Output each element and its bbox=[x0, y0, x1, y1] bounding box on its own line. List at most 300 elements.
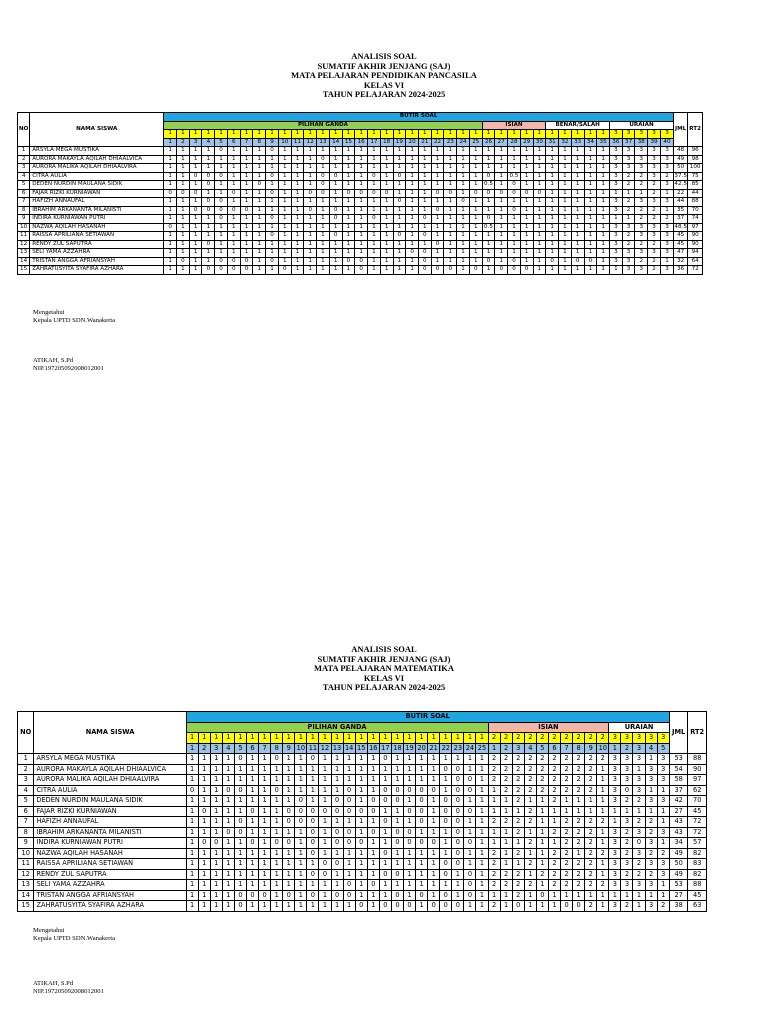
score-cell: 3 bbox=[609, 249, 622, 258]
score-cell: 1 bbox=[444, 249, 457, 258]
score-cell: 1 bbox=[198, 785, 210, 796]
score-cell: 1 bbox=[368, 266, 381, 275]
score-cell: 1 bbox=[379, 775, 391, 786]
score-cell: 1 bbox=[428, 827, 440, 838]
score-cell: 1 bbox=[476, 806, 488, 817]
score-cell: 1 bbox=[186, 859, 198, 870]
score-cell: 1 bbox=[546, 232, 559, 241]
jml-cell: 27 bbox=[669, 890, 688, 901]
rt2-cell: 75 bbox=[688, 172, 703, 181]
score-cell: 1 bbox=[597, 785, 609, 796]
score-cell: 2 bbox=[585, 880, 597, 891]
score-cell: 3 bbox=[633, 880, 645, 891]
jml-cell: 32 bbox=[674, 257, 688, 266]
question-number-cell: 14 bbox=[329, 138, 342, 147]
score-cell: 3 bbox=[660, 181, 673, 190]
score-cell: 2 bbox=[488, 764, 500, 775]
score-cell: 1 bbox=[253, 198, 266, 207]
score-cell: 1 bbox=[317, 257, 330, 266]
score-cell: 1 bbox=[246, 848, 258, 859]
score-cell: 1 bbox=[355, 206, 368, 215]
score-cell: 1 bbox=[657, 890, 669, 901]
score-cell: 1 bbox=[307, 796, 319, 807]
weight-cell: 1 bbox=[240, 130, 253, 139]
score-cell: 1 bbox=[416, 848, 428, 859]
question-number-cell: 1 bbox=[164, 138, 177, 147]
score-cell: 0 bbox=[444, 189, 457, 198]
score-cell: 1 bbox=[428, 890, 440, 901]
score-cell: 1 bbox=[164, 172, 177, 181]
score-cell: 1 bbox=[418, 172, 431, 181]
score-cell: 0 bbox=[416, 890, 428, 901]
score-cell: 3 bbox=[609, 827, 621, 838]
score-cell: 1 bbox=[403, 859, 415, 870]
section-header: PILIHAN GANDA bbox=[164, 121, 482, 130]
score-cell: 1 bbox=[186, 869, 198, 880]
question-number-cell: 25 bbox=[469, 138, 482, 147]
score-cell: 1 bbox=[418, 198, 431, 207]
score-cell: 1 bbox=[559, 189, 572, 198]
question-number-cell: 27 bbox=[495, 138, 508, 147]
score-cell: 1 bbox=[331, 848, 343, 859]
score-cell: 3 bbox=[609, 147, 622, 156]
score-cell: 1 bbox=[559, 215, 572, 224]
score-cell: 2 bbox=[585, 859, 597, 870]
score-cell: 1 bbox=[621, 890, 633, 901]
score-cell: 1 bbox=[355, 754, 367, 765]
score-cell: 1 bbox=[585, 796, 597, 807]
score-cell: 0 bbox=[571, 257, 584, 266]
score-cell: 2 bbox=[548, 859, 560, 870]
score-cell: 1 bbox=[198, 775, 210, 786]
score-cell: 1 bbox=[368, 181, 381, 190]
score-cell: 1 bbox=[457, 223, 470, 232]
score-cell: 1 bbox=[431, 232, 444, 241]
score-cell: 1 bbox=[342, 240, 355, 249]
page1-footer-ack bbox=[33, 309, 115, 325]
score-cell: 1 bbox=[266, 155, 279, 164]
score-cell: 1 bbox=[189, 198, 202, 207]
score-cell: 1 bbox=[278, 257, 291, 266]
score-cell: 1 bbox=[597, 890, 609, 901]
score-cell: 1 bbox=[559, 249, 572, 258]
weight-cell: 1 bbox=[198, 733, 210, 744]
score-cell: 0 bbox=[431, 240, 444, 249]
score-cell: 2 bbox=[500, 869, 512, 880]
score-cell: 1 bbox=[536, 838, 548, 849]
score-cell: 2 bbox=[512, 848, 524, 859]
score-cell: 1 bbox=[329, 189, 342, 198]
score-cell: 1 bbox=[189, 249, 202, 258]
score-cell: 1 bbox=[355, 155, 368, 164]
row-number: 7 bbox=[18, 817, 34, 828]
rt2-cell: 88 bbox=[688, 880, 707, 891]
score-cell: 1 bbox=[548, 890, 560, 901]
score-cell: 1 bbox=[210, 796, 222, 807]
student-name: AURORA MALIKA AQILAH DHIAALVIRA bbox=[30, 164, 164, 173]
score-cell: 1 bbox=[259, 785, 271, 796]
score-cell: 1 bbox=[584, 164, 597, 173]
student-name: FAJAR RIZKI KURNIAWAN bbox=[34, 806, 186, 817]
score-cell: 3 bbox=[657, 869, 669, 880]
weight-cell: 1 bbox=[304, 130, 317, 139]
question-number-cell: 5 bbox=[215, 138, 228, 147]
score-cell: 1 bbox=[457, 155, 470, 164]
row-number: 10 bbox=[18, 223, 30, 232]
score-cell: 1 bbox=[457, 206, 470, 215]
score-cell: 1 bbox=[440, 838, 452, 849]
score-cell: 0 bbox=[391, 869, 403, 880]
score-cell: 1 bbox=[331, 817, 343, 828]
score-cell: 1 bbox=[304, 240, 317, 249]
score-cell: 2 bbox=[585, 838, 597, 849]
score-cell: 3 bbox=[645, 764, 657, 775]
score-cell: 1 bbox=[240, 223, 253, 232]
student-name: AURORA MALIKA AQILAH DHIAALVIRA bbox=[34, 775, 186, 786]
score-cell: 2 bbox=[621, 901, 633, 912]
score-cell: 1 bbox=[259, 880, 271, 891]
score-cell: 3 bbox=[609, 223, 622, 232]
score-cell: 0 bbox=[234, 827, 246, 838]
score-cell: 1 bbox=[342, 164, 355, 173]
page1-title-line: TAHUN PELAJARAN 2024-2025 bbox=[322, 89, 446, 99]
weight-cell: 2 bbox=[573, 733, 585, 744]
score-cell: 0 bbox=[482, 257, 495, 266]
score-cell: 1 bbox=[597, 223, 610, 232]
question-number-cell: 33 bbox=[571, 138, 584, 147]
score-cell: 2 bbox=[633, 869, 645, 880]
weight-cell: 1 bbox=[355, 130, 368, 139]
score-cell: 0 bbox=[520, 189, 533, 198]
score-cell: 1 bbox=[457, 232, 470, 241]
score-cell: 1 bbox=[584, 155, 597, 164]
row-number: 5 bbox=[18, 181, 30, 190]
score-cell: 1 bbox=[393, 181, 406, 190]
score-cell: 1 bbox=[660, 257, 673, 266]
score-cell: 1 bbox=[524, 890, 536, 901]
score-cell: 1 bbox=[177, 172, 190, 181]
score-cell: 1 bbox=[533, 215, 546, 224]
score-cell: 1 bbox=[317, 232, 330, 241]
page2-footer-ack bbox=[33, 927, 115, 943]
score-cell: 0 bbox=[431, 206, 444, 215]
score-cell: 1 bbox=[536, 880, 548, 891]
score-cell: 1 bbox=[585, 806, 597, 817]
score-cell: 1 bbox=[633, 901, 645, 912]
score-cell: 1 bbox=[317, 266, 330, 275]
score-cell: 1 bbox=[210, 869, 222, 880]
score-cell: 2 bbox=[573, 764, 585, 775]
jml-cell: 45 bbox=[674, 232, 688, 241]
score-cell: 1 bbox=[304, 147, 317, 156]
score-cell: 0 bbox=[379, 796, 391, 807]
score-cell: 0 bbox=[464, 890, 476, 901]
score-cell: 1 bbox=[319, 796, 331, 807]
score-cell: 1 bbox=[597, 155, 610, 164]
score-cell: 1 bbox=[291, 206, 304, 215]
score-cell: 1 bbox=[597, 796, 609, 807]
score-cell: 1 bbox=[416, 775, 428, 786]
score-cell: 1 bbox=[500, 796, 512, 807]
score-cell: 1 bbox=[222, 901, 234, 912]
score-cell: 1 bbox=[622, 215, 635, 224]
score-cell: 1 bbox=[597, 198, 610, 207]
question-number-cell: 6 bbox=[246, 743, 258, 754]
score-cell: 1 bbox=[246, 827, 258, 838]
score-cell: 1 bbox=[177, 181, 190, 190]
score-cell: 1 bbox=[464, 859, 476, 870]
score-cell: 0 bbox=[343, 806, 355, 817]
question-number-cell: 4 bbox=[222, 743, 234, 754]
question-number-cell: 10 bbox=[278, 138, 291, 147]
score-cell: 2 bbox=[585, 817, 597, 828]
score-cell: 1 bbox=[609, 806, 621, 817]
score-cell: 1 bbox=[406, 232, 419, 241]
score-cell: 1 bbox=[597, 206, 610, 215]
score-cell: 2 bbox=[500, 775, 512, 786]
score-cell: 1 bbox=[403, 817, 415, 828]
page1-footer-nama: ATIKAH, S.Pd bbox=[33, 357, 74, 364]
weight-cell: 1 bbox=[508, 130, 521, 139]
score-cell: 1 bbox=[367, 817, 379, 828]
score-cell: 0 bbox=[234, 817, 246, 828]
score-cell: 1 bbox=[431, 164, 444, 173]
score-cell: 1 bbox=[584, 189, 597, 198]
score-cell: 3 bbox=[635, 249, 648, 258]
student-name: RENDY ZUL SAPUTRA bbox=[34, 869, 186, 880]
score-cell: 1 bbox=[278, 164, 291, 173]
score-cell: 2 bbox=[548, 880, 560, 891]
score-cell: 3 bbox=[635, 266, 648, 275]
score-cell: 1 bbox=[393, 223, 406, 232]
row-number: 13 bbox=[18, 880, 34, 891]
score-cell: 1 bbox=[368, 249, 381, 258]
score-cell: 0 bbox=[482, 172, 495, 181]
score-cell: 0 bbox=[343, 838, 355, 849]
score-cell: 1 bbox=[500, 890, 512, 901]
score-cell: 1 bbox=[227, 164, 240, 173]
score-cell: 1 bbox=[444, 206, 457, 215]
score-cell: 2 bbox=[561, 775, 573, 786]
rt2-cell: 88 bbox=[688, 198, 703, 207]
score-cell: 1 bbox=[266, 164, 279, 173]
row-number: 3 bbox=[18, 775, 34, 786]
score-cell: 1 bbox=[391, 817, 403, 828]
question-number-cell: 11 bbox=[308, 743, 318, 752]
score-cell: 2 bbox=[573, 775, 585, 786]
score-cell: 3 bbox=[609, 257, 622, 266]
score-cell: 1 bbox=[431, 155, 444, 164]
score-cell: 1 bbox=[234, 848, 246, 859]
score-cell: 1 bbox=[488, 785, 500, 796]
score-cell: 1 bbox=[571, 223, 584, 232]
score-cell: 1 bbox=[329, 223, 342, 232]
score-cell: 3 bbox=[609, 869, 621, 880]
weight-cell: 1 bbox=[440, 733, 452, 744]
score-cell: 1 bbox=[342, 172, 355, 181]
score-cell: 1 bbox=[342, 232, 355, 241]
score-cell: 1 bbox=[177, 198, 190, 207]
score-cell: 3 bbox=[645, 859, 657, 870]
score-cell: 2 bbox=[488, 848, 500, 859]
score-cell: 1 bbox=[379, 890, 391, 901]
score-cell: 0 bbox=[234, 754, 246, 765]
question-number-cell: 22 bbox=[431, 138, 444, 147]
score-cell: 1 bbox=[585, 890, 597, 901]
score-cell: 1 bbox=[391, 806, 403, 817]
weight-cell: 1 bbox=[278, 130, 291, 139]
weight-cell: 1 bbox=[393, 130, 406, 139]
weight-cell: 1 bbox=[266, 130, 279, 139]
score-cell: 1 bbox=[317, 206, 330, 215]
score-cell: 2 bbox=[548, 869, 560, 880]
score-cell: 1 bbox=[227, 181, 240, 190]
score-cell: 0 bbox=[278, 266, 291, 275]
score-cell: 3 bbox=[621, 754, 633, 765]
score-cell: 1 bbox=[495, 181, 508, 190]
question-number-cell: 3 bbox=[210, 743, 222, 754]
score-cell: 0 bbox=[317, 189, 330, 198]
score-cell: 1 bbox=[291, 240, 304, 249]
score-cell: 2 bbox=[622, 172, 635, 181]
weight-cell: 1 bbox=[418, 130, 431, 139]
score-cell: 1 bbox=[444, 147, 457, 156]
score-cell: 0 bbox=[452, 848, 464, 859]
score-cell: 1 bbox=[291, 198, 304, 207]
score-cell: 1 bbox=[520, 155, 533, 164]
score-cell: 2 bbox=[548, 848, 560, 859]
score-cell: 1 bbox=[512, 806, 524, 817]
score-cell: 1 bbox=[380, 164, 393, 173]
score-cell: 0 bbox=[266, 172, 279, 181]
score-cell: 1 bbox=[210, 827, 222, 838]
score-cell: 1 bbox=[177, 266, 190, 275]
score-cell: 3 bbox=[633, 785, 645, 796]
score-cell: 0 bbox=[368, 215, 381, 224]
score-cell: 1 bbox=[283, 775, 295, 786]
student-name: ZAHRATUSYITA SYAFIRA AZHARA bbox=[30, 266, 164, 275]
score-cell: 2 bbox=[548, 754, 560, 765]
score-cell: 0 bbox=[307, 890, 319, 901]
question-number-cell: 9 bbox=[266, 138, 279, 147]
score-cell: 0.5 bbox=[509, 172, 519, 179]
score-cell: 1 bbox=[406, 155, 419, 164]
score-cell: 3 bbox=[622, 147, 635, 156]
score-cell: 2 bbox=[512, 890, 524, 901]
score-cell: 1 bbox=[317, 147, 330, 156]
score-cell: 1 bbox=[291, 164, 304, 173]
score-cell: 1 bbox=[440, 880, 452, 891]
score-cell: 1 bbox=[559, 266, 572, 275]
score-cell: 0 bbox=[508, 257, 521, 266]
score-cell: 0 bbox=[440, 764, 452, 775]
score-cell: 0 bbox=[331, 838, 343, 849]
score-cell: 2 bbox=[561, 785, 573, 796]
score-cell: 1 bbox=[368, 155, 381, 164]
score-cell: 1 bbox=[584, 172, 597, 181]
score-cell: 1 bbox=[342, 223, 355, 232]
score-cell: 1 bbox=[571, 147, 584, 156]
score-cell: 1 bbox=[215, 189, 228, 198]
score-cell: 1 bbox=[457, 172, 470, 181]
score-cell: 1 bbox=[198, 901, 210, 912]
weight-cell: 1 bbox=[259, 733, 271, 744]
score-cell: 0 bbox=[215, 215, 228, 224]
score-cell: 2 bbox=[512, 754, 524, 765]
score-cell: 1 bbox=[380, 155, 393, 164]
score-cell: 1 bbox=[571, 206, 584, 215]
score-cell: 1 bbox=[559, 181, 572, 190]
score-cell: 1 bbox=[317, 223, 330, 232]
score-cell: 0 bbox=[379, 869, 391, 880]
score-cell: 0 bbox=[393, 232, 406, 241]
score-cell: 2 bbox=[488, 754, 500, 765]
score-cell: 3 bbox=[609, 164, 622, 173]
student-row bbox=[18, 775, 707, 786]
score-cell: 1 bbox=[584, 249, 597, 258]
rt2-cell: 82 bbox=[688, 869, 707, 880]
weight-cell: 1 bbox=[457, 130, 470, 139]
score-cell: 2 bbox=[536, 785, 548, 796]
score-cell: 1 bbox=[393, 155, 406, 164]
score-cell: 2 bbox=[524, 859, 536, 870]
score-cell: 3 bbox=[645, 880, 657, 891]
score-cell: 1 bbox=[508, 198, 521, 207]
question-number-cell: 18 bbox=[393, 743, 402, 752]
score-cell: 1 bbox=[476, 890, 488, 901]
score-cell: 0 bbox=[367, 796, 379, 807]
score-cell: 1 bbox=[329, 257, 342, 266]
score-cell: 1 bbox=[520, 240, 533, 249]
score-cell: 1 bbox=[222, 817, 234, 828]
score-cell: 0 bbox=[164, 189, 177, 198]
score-cell: 1 bbox=[622, 189, 635, 198]
score-cell: 0 bbox=[440, 796, 452, 807]
student-row bbox=[18, 172, 703, 181]
score-cell: 3 bbox=[633, 775, 645, 786]
student-name: HAFIZH ANNAUFAL bbox=[34, 817, 186, 828]
score-cell: 0 bbox=[329, 215, 342, 224]
score-cell: 1 bbox=[355, 880, 367, 891]
student-row bbox=[18, 240, 703, 249]
score-cell: 1 bbox=[482, 155, 495, 164]
score-cell: 1 bbox=[227, 155, 240, 164]
question-number-cell: 5 bbox=[657, 743, 669, 754]
score-cell: 1 bbox=[403, 754, 415, 765]
score-cell: 1 bbox=[259, 848, 271, 859]
score-cell: 0 bbox=[379, 848, 391, 859]
rt2-cell: 100 bbox=[688, 164, 703, 173]
score-cell: 1 bbox=[246, 796, 258, 807]
score-cell: 1 bbox=[500, 838, 512, 849]
score-cell: 1 bbox=[418, 206, 431, 215]
student-row bbox=[18, 859, 707, 870]
score-cell: 1 bbox=[355, 827, 367, 838]
score-cell: 3 bbox=[645, 796, 657, 807]
weight-cell: 1 bbox=[355, 733, 367, 744]
score-cell: 1 bbox=[271, 890, 283, 901]
score-cell: 2 bbox=[561, 859, 573, 870]
score-cell: 0 bbox=[621, 785, 633, 796]
score-cell: 1 bbox=[355, 147, 368, 156]
score-cell: 1 bbox=[452, 890, 464, 901]
score-cell: 1 bbox=[278, 198, 291, 207]
rt2-cell: 85 bbox=[688, 181, 703, 190]
question-number-cell: 13 bbox=[317, 138, 330, 147]
rt2-cell: 97 bbox=[688, 223, 703, 232]
score-cell: 1 bbox=[546, 223, 559, 232]
score-cell: 2 bbox=[512, 796, 524, 807]
